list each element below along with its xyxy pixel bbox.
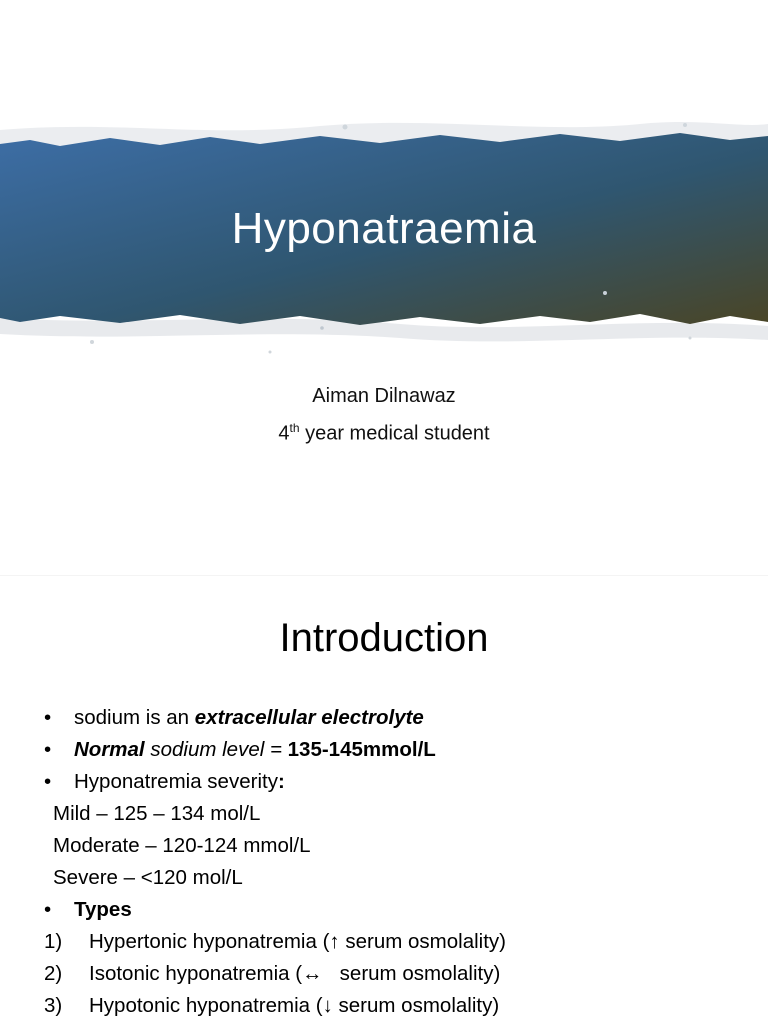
type-isotonic: 2) Isotonic hyponatremia (↔ serum osmolality) xyxy=(44,962,501,985)
severity-severe: Severe – <120 mol/L xyxy=(53,866,243,889)
author-name: Aiman Dilnawaz xyxy=(312,385,456,407)
presentation-title: Hyponatraemia xyxy=(231,204,537,253)
bullet-marker: • xyxy=(44,770,52,793)
type-hypotonic: 3) Hypotonic hyponatremia (↓ serum osmolality) xyxy=(44,994,500,1017)
slide-title: Introduction xyxy=(279,616,489,660)
bullet-types: • Types xyxy=(44,894,506,926)
author-block xyxy=(0,380,768,450)
slide-content xyxy=(44,702,506,1022)
bullet-normal-level: • Normal sodium level = 135-145mmol/L xyxy=(44,734,506,766)
severity-moderate: Moderate – 120-124 mmol/L xyxy=(53,834,311,857)
severity-mild: Mild – 125 – 134 mol/L xyxy=(53,802,261,825)
bullet-sodium-definition: • sodium is an extracellular electrolyte xyxy=(44,702,506,734)
ordinal-suffix: th xyxy=(289,421,300,435)
bullet-marker: • xyxy=(44,738,52,761)
introduction-slide xyxy=(0,576,768,1024)
bullet-marker: • xyxy=(44,898,52,921)
bullet-severity: • Hyponatremia severity: xyxy=(44,766,506,798)
bullet-marker: • xyxy=(44,706,52,729)
author-description: 4th year medical student xyxy=(278,421,490,445)
type-hypertonic: 1) Hypertonic hyponatremia (↑ serum osmolality) xyxy=(44,930,506,953)
